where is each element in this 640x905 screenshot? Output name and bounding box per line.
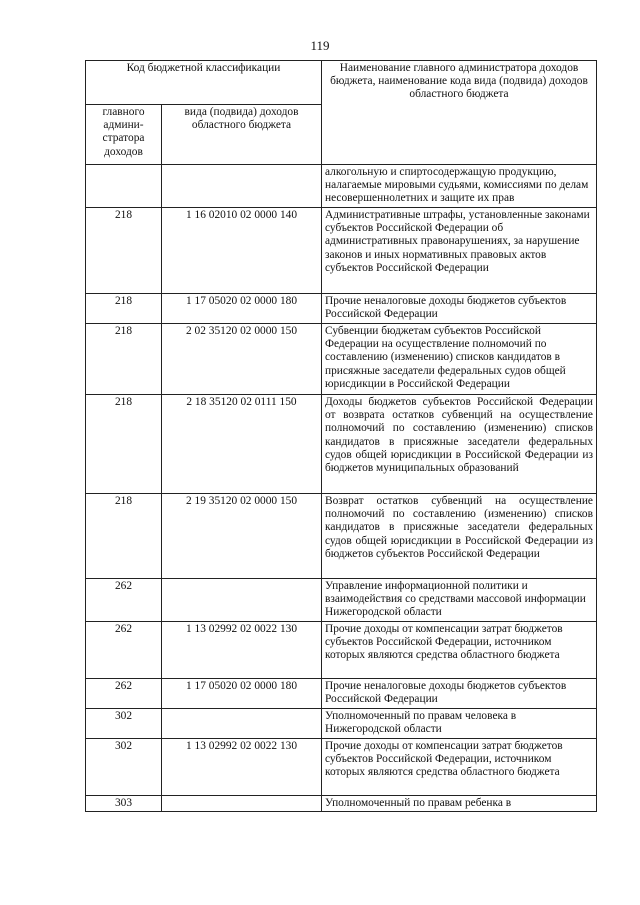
page-number: 119 <box>310 38 330 53</box>
table-row <box>86 796 597 812</box>
income-code-cell <box>162 796 322 812</box>
table-row <box>86 395 597 494</box>
income-name-cell: Уполномоченный по правам человека в Нижегородской области <box>322 709 597 739</box>
income-name-cell: Субвенции бюджетам субъектов Российской Федерации на осуществление полномочий по составлению (изменению) списков кандидатов в присяжные заседатели федеральных судов общей юрисдикции в Российской Федерации <box>322 324 597 395</box>
income-code-cell: 1 17 05020 02 0000 180 <box>162 679 322 709</box>
income-name-cell: Прочие неналоговые доходы бюджетов субъектов Российской Федерации <box>322 679 597 709</box>
income-code-cell: 1 17 05020 02 0000 180 <box>162 294 322 324</box>
income-name-cell: Доходы бюджетов субъектов Российской Федерации от возврата остатков субвенций на осуществление полномочий по составлению (изменению) списков кандидатов в присяжные заседатели федеральных судов общей юрисдикции в Российской Федерации из бюджетов муниципальных образований <box>322 395 597 494</box>
income-name-cell: Прочие доходы от компенсации затрат бюджетов субъектов Российской Федерации, источником которых являются средства областного бюджета <box>322 622 597 679</box>
table-row <box>86 494 597 579</box>
table-row <box>86 165 597 208</box>
income-name-cell: Административные штрафы, установленные законами субъектов Российской Федерации об административных правонарушениях, за нарушение законов и иных нормативных правовых актов субъектов Российской Федерации <box>322 208 597 294</box>
budget-classification-table <box>85 60 597 812</box>
admin-code-cell: 262 <box>86 622 162 679</box>
admin-code-cell: 302 <box>86 709 162 739</box>
admin-code-cell <box>86 165 162 208</box>
header-type-column: вида (подвида) доходов областного бюджета <box>162 105 322 165</box>
admin-code-cell: 302 <box>86 739 162 796</box>
table-row <box>86 709 597 739</box>
admin-code-cell: 218 <box>86 294 162 324</box>
income-code-cell: 2 02 35120 02 0000 150 <box>162 324 322 395</box>
admin-code-cell: 218 <box>86 324 162 395</box>
admin-code-cell: 218 <box>86 494 162 579</box>
income-name-cell: Уполномоченный по правам ребенка в <box>322 796 597 812</box>
admin-code-cell: 218 <box>86 208 162 294</box>
admin-code-cell: 218 <box>86 395 162 494</box>
table-row <box>86 208 597 294</box>
admin-code-cell: 262 <box>86 579 162 622</box>
admin-code-cell: 303 <box>86 796 162 812</box>
income-name-cell: Управление информационной политики и взаимодействия со средствами массовой информации Нижегородской области <box>322 579 597 622</box>
table-row <box>86 579 597 622</box>
income-code-cell: 1 13 02992 02 0022 130 <box>162 622 322 679</box>
income-code-cell <box>162 165 322 208</box>
income-code-cell: 1 16 02010 02 0000 140 <box>162 208 322 294</box>
income-name-cell: Прочие доходы от компенсации затрат бюджетов субъектов Российской Федерации, источником которых являются средства областного бюджета <box>322 739 597 796</box>
table-row <box>86 622 597 679</box>
income-code-cell: 1 13 02992 02 0022 130 <box>162 739 322 796</box>
table-row <box>86 679 597 709</box>
income-code-cell: 2 18 35120 02 0111 150 <box>162 395 322 494</box>
income-code-cell <box>162 579 322 622</box>
income-name-cell: Прочие неналоговые доходы бюджетов субъектов Российской Федерации <box>322 294 597 324</box>
income-name-cell: алкогольную и спиртосодержащую продукцию, налагаемые мировыми судьями, комиссиями по делам несовершеннолетних и защите их прав <box>322 165 597 208</box>
table-row <box>86 294 597 324</box>
table-row <box>86 739 597 796</box>
income-code-cell: 2 19 35120 02 0000 150 <box>162 494 322 579</box>
income-name-cell: Возврат остатков субвенций на осуществление полномочий по составлению (изменению) списков кандидатов в присяжные заседатели федеральных судов общей юрисдикции в Российской Федерации из бюджетов субъектов Российской Федерации <box>322 494 597 579</box>
income-code-cell <box>162 709 322 739</box>
header-name-column: Наименование главного администратора доходов бюджета, наименование кода вида (подвида) доходов областного бюджета <box>322 61 597 165</box>
admin-code-cell: 262 <box>86 679 162 709</box>
header-admin-column: главного админи-стратора доходов <box>86 105 162 165</box>
table-row <box>86 324 597 395</box>
header-classification-code: Код бюджетной классификации <box>86 61 322 105</box>
